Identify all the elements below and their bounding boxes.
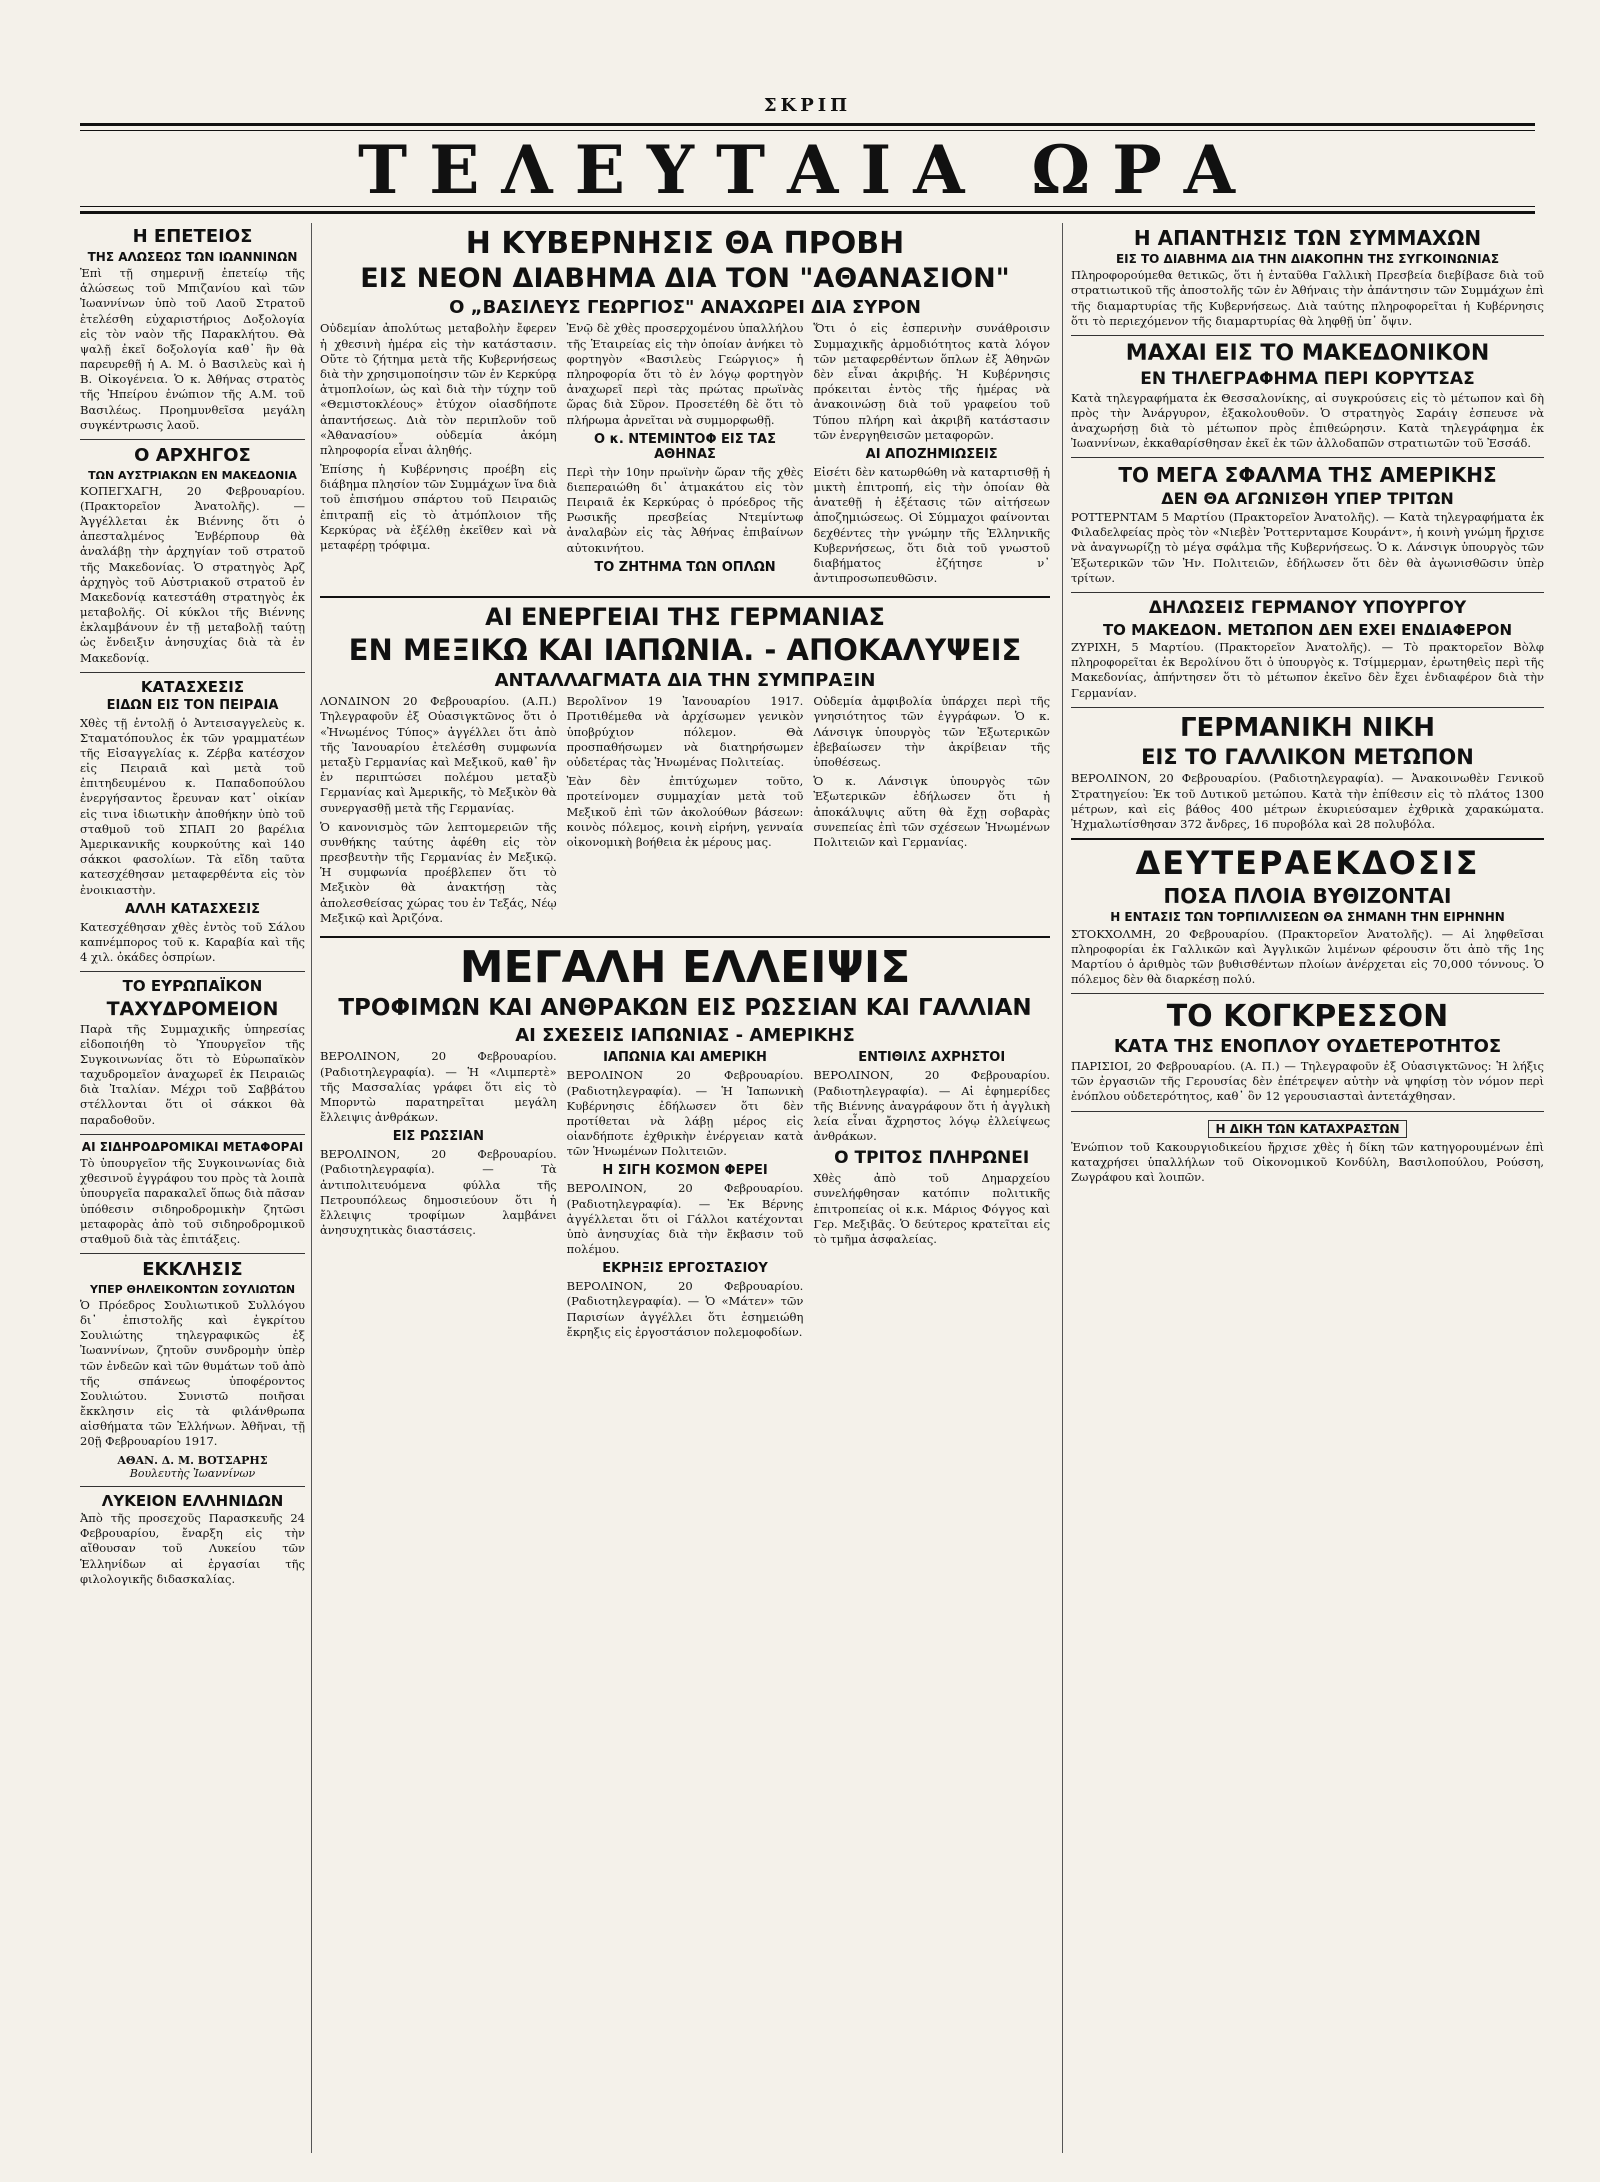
germany-article-columns [320, 692, 1050, 930]
newspaper-name: ΣΚΡΙΠ [763, 95, 852, 116]
railway-headline: ΑΙ ΣΙΔΗΡΟΔΡΟΜΙΚΑΙ ΜΕΤΑΦΟΡΑΙ [81, 1139, 304, 1154]
newspaper-page [80, 95, 1544, 2155]
ships-headline: ΠΟΣΑ ΠΛΟΙΑ ΒΥΘΙΖΟΝΤΑΙ [1163, 884, 1452, 909]
shortage-paragraph: ΒΕΡΟΛΙΝΟΝ, 20 Φεβρουαρίου. (Ραδιοτηλεγραφία). — Αἱ ἐφημερίδες τῆς Βιέννης ἀναγράφουν ὅτι ἡ ἀγγλικὴ λεία εἶναι ἄχρηστος λόγῳ ἐλλείψεως ἀνθράκων. [813, 1068, 1050, 1144]
lead-headline: Η ΚΥΒΕΡΝΗΣΙΣ ΘΑ ΠΡΟΒΗ [465, 226, 905, 261]
divider [80, 1134, 305, 1135]
shortage-subheading: ΕΝΤΙΘΙΛΣ ΑΧΡΗΣΤΟΙ [858, 1050, 1006, 1066]
divider [320, 936, 1050, 938]
anniversary-subheadline: ΤΗΣ ΑΛΩΣΕΩΣ ΤΩΝ ΙΩΑΝΝΙΝΩΝ [87, 249, 298, 264]
america-subheadline: ΔΕΝ ΘΑ ΑΓΩΝΙΣΘΗ ΥΠΕΡ ΤΡΙΤΩΝ [1161, 489, 1454, 509]
shortage-col-1 [320, 1047, 557, 1344]
lead-subheading: ΑΙ ΑΠΟΖΗΜΙΩΣΕΙΣ [865, 446, 998, 462]
victory-subheadline: ΕΙΣ ΤΟ ΓΑΛΛΙΚΟΝ ΜΕΤΩΠΟΝ [1141, 745, 1474, 770]
minister-body: ΖΥΡΙΧΗ, 5 Μαρτίου. (Πρακτορεῖον Ἀνατολῆς). — Τὸ πρακτορεῖον Βὸλφ πληροφορεῖται ἐκ Βερολίνου ὅτι ὁ ὑπουργὸς κ. Τσίμμερμαν, ἐρωτηθεὶς περὶ τῆς Μακεδονίας, ἀπήντησεν ὅτι τὸ μέτωπον ἐκεῖνο δὲν ἔχει ἐνδιαφέρον διὰ τὴν Γερμανίαν. [1071, 640, 1544, 700]
divider [1071, 457, 1544, 458]
appeal-subheadline: ΥΠΕΡ ΘΗΛΕΙΚΟΝΤΩΝ ΣΟΥΛΙΩΤΩΝ [89, 1282, 296, 1296]
masthead-frame [80, 130, 1535, 207]
second-edition-banner: ΔΕΥΤΕΡΑΕΚΔΟΣΙΣ [1135, 844, 1480, 883]
battles-headline: ΜΑΧΑΙ ΕΙΣ ΤΟ ΜΑΚΕΔΟΝΙΚΟΝ [1125, 340, 1490, 366]
germany-paragraph: Οὐδεμία ἀμφιβολία ὑπάρχει περὶ τῆς γνησιότητος τῶν ἐγγράφων. Ὁ κ. Λάνσιγκ ὑπουργὸς τῶν Ἐξωτερικῶν ἐβεβαίωσεν τὴν ἀκρίβειαν τῆς ὑποθέσεως. [813, 694, 1050, 769]
shortage-subheading: Ο ΤΡΙΤΟΣ ΠΛΗΡΩΝΕΙ [834, 1148, 1030, 1169]
lead-paragraph: Περὶ τὴν 10ην πρωϊνὴν ὥραν τῆς χθὲς διεπεραιώθη δι᾽ ἀτμακάτου εἰς τὸν Πειραιᾶ ἐκ Κερκύρας ὁ πρόεδρος τῆς Ρωσικῆς πρεσβείας Ντεμίντωφ ἀναλαβὼν εἰς τὰς Ἀθήνας ἐπιβαίνων αὐτοκινήτου. [566, 464, 804, 555]
germany-subheadline: ΕΝ ΜΕΞΙΚΩ ΚΑΙ ΙΑΠΩΝΙΑ. - ΑΠΟΚΑΛΥΨΕΙΣ [348, 632, 1022, 667]
germany-paragraph: Βερολῖνον 19 Ἰανουαρίου 1917. Προτιθέμεθα νὰ ἀρχίσωμεν γενικὸν ὑποβρύχιον πόλεμον. Θὰ προσπαθήσωμεν νὰ διατηρήσωμεν οὐδετέρας τὰς Ἡνωμένας Πολιτείας. [566, 694, 804, 769]
congress-headline: ΤΟ ΚΟΓΚΡΕΣΣΟΝ [1166, 999, 1449, 1035]
divider [80, 1486, 305, 1487]
right-column [1062, 223, 1544, 2153]
masthead [80, 123, 1535, 214]
divider [320, 596, 1050, 598]
railway-body: Τὸ ὑπουργεῖον τῆς Συγκοινωνίας διὰ χθεσινοῦ ἐγγράφου του πρὸς τὰ λοιπὰ ὑπουργεῖα παρακαλεῖ ὅπως διὰ πᾶσαν ὑπόθεσιν σιδηροδρομικὴν ζητῶσι μεταφορὰς ἀπὸ τοῦ σιδηροδρομικοῦ σταθμοῦ διὰ τὰς ἐπιτάξεις. [80, 1155, 305, 1246]
america-headline: ΤΟ ΜΕΓΑ ΣΦΑΛΜΑ ΤΗΣ ΑΜΕΡΙΚΗΣ [1118, 463, 1497, 488]
congress-subheadline: ΚΑΤΑ ΤΗΣ ΕΝΟΠΛΟΥ ΟΥΔΕΤΕΡΟΤΗΤΟΣ [1113, 1036, 1502, 1058]
lead-col-3 [813, 319, 1050, 590]
shortage-subheading: ΕΙΣ ΡΩΣΣΙΑΝ [392, 1129, 484, 1145]
divider [1071, 1111, 1544, 1112]
america-body: ΡΟΤΤΕΡΝΤΑΜ 5 Μαρτίου (Πρακτορεῖον Ἀνατολῆς). — Κατὰ τηλεγραφήματα ἐκ Φιλαδελφείας πρὸς τὸν «Νιεβὲν Ῥοττερνταμσε Κουράντ», ἡ κοινὴ γνώμη ἤρχισε νὰ ἀναγνωρίζῃ τὸ μέγα σφάλμα τῆς Κυβερνήσεως. Ὁ κ. Λάνσιγκ ὑπουργὸς τῶν Ἐξωτερικῶν τῶν Ἡν. Πολιτειῶν, ἐδήλωσεν ὅτι δὲν θὰ ἀγωνισθῶσιν ὑπὲρ τρίτων. [1071, 510, 1544, 585]
lead-col-2 [567, 319, 804, 590]
germany-headline: ΑΙ ΕΝΕΡΓΕΙΑΙ ΤΗΣ ΓΕΡΜΑΝΙΑΣ [485, 603, 885, 632]
trial-body: Ἐνώπιον τοῦ Κακουργιοδικείου ἤρχισε χθὲς ἡ δίκη τῶν κατηγορουμένων ἐπὶ καταχρήσει ὑπαλλήλων τοῦ Οἰκονομικοῦ Κονδύλη, Βασιλοπούλου, Ρούσση, Ζωγράφου καὶ λοιπῶν. [1071, 1139, 1544, 1184]
shortage-subheading: ΙΑΠΩΝΙΑ ΚΑΙ ΑΜΕΡΙΚΗ [603, 1050, 767, 1066]
germany-paragraph: Ἐὰν δὲν ἐπιτύχωμεν τοῦτο, προτείνομεν συμμαχίαν μετὰ τοῦ Μεξικοῦ ἐπὶ τῶν ἀκολούθων βάσεων: κοινὸς πόλεμος, κοινὴ εἰρήνη, γενναία οἰκονομικὴ βοήθεια ἐκ μέρους μας. [566, 774, 804, 849]
left-column [80, 223, 312, 2153]
shortage-subheading: Η ΣΙΓΗ ΚΟΣΜΟΝ ΦΕΡΕΙ [602, 1163, 768, 1179]
shortage-headline: ΜΕΓΑΛΗ ΕΛΛΕΙΨΙΣ [459, 941, 911, 993]
lead-subheadline: ΕΙΣ ΝΕΟΝ ΔΙΑΒΗΜΑ ΔΙΑ ΤΟΝ "ΑΘΑΝΑΣΙΟΝ" [360, 263, 1010, 294]
germany-col-2 [567, 692, 804, 930]
lead-paragraph: Εἰσέτι δὲν κατωρθώθη νὰ καταρτισθῇ ἡ μικτὴ ἐπιτροπή, εἰς τὴν ὁποίαν θὰ ἀνατεθῇ ἡ ἐξέτασις τῶν αἰτήσεων ἀποζημιώσεως. Οἱ Σύμμαχοι φαίνονται δεχθέντες τὴν γνώμην τῆς Ἑλληνικῆς Κυβερνήσεως, ὅτι διὰ τοῦ γνωστοῦ διαβήματος ἐζήτησε ν᾽ ἀντιπροσωπευθῶσιν. [813, 464, 1050, 586]
victory-body: ΒΕΡΟΛΙΝΟΝ, 20 Φεβρουαρίου. (Ραδιοτηλεγραφία). — Ἀνακοινωθὲν Γενικοῦ Στρατηγείου: Ἐκ τοῦ Δυτικοῦ μετώπου. Κατὰ τὴν ἐπίθεσιν εἰς τὸ πλάτος 1300 μέτρων, καὶ εἰς βάθος 400 μέτρων ἐκυριεύσαμεν ἐχθρικὰ χαρακώματα. Ἠχμαλωτίσθησαν 372 ἄνδρες, 16 πυροβόλα καὶ 28 πολυβόλα. [1071, 771, 1544, 831]
shortage-paragraph: ΒΕΡΟΛΙΝΟΝ, 20 Φεβρουαρίου. (Ραδιοτηλεγραφία). — Τὰ ἀντιπολιτευόμενα φύλλα τῆς Πετρουπόλεως δημοσιεύουν ὅτι ἡ ἔλλειψις τροφίμων λαμβάνει ἀνησυχητικὰς διαστάσεις. [320, 1147, 557, 1238]
battles-subheadline: ΕΝ ΤΗΛΕΓΡΑΦΗΜΑ ΠΕΡΙ ΚΟΡΥΤΣΑΣ [1140, 369, 1475, 390]
germany-tertiary-headline: ΑΝΤΑΛΛΑΓΜΑΤΑ ΔΙΑ ΤΗΝ ΣΥΜΠΡΑΞΙΝ [494, 669, 876, 691]
shortage-col-3 [813, 1047, 1050, 1344]
shortage-paragraph: ΒΕΡΟΛΙΝΟΝ 20 Φεβρουαρίου. (Ραδιοτηλεγραφία). — Ἡ Ἰαπωνικὴ Κυβέρνησις ἐδήλωσεν ὅτι δὲν προτίθεται νὰ λάβῃ μέρος εἰς οἱανδήποτε ἐχθρικὴν ἐνέργειαν κατὰ τῶν Ἡνωμένων Πολιτειῶν. [566, 1068, 804, 1159]
lead-article-columns [320, 319, 1050, 590]
anniversary-body: Ἐπὶ τῇ σημερινῇ ἐπετείῳ τῆς ἁλώσεως τοῦ Μπιζανίου καὶ τῶν Ἰωαννίνων ὑπὸ τοῦ Λαοῦ Στρατοῦ ἐτελέσθη εὐχαριστήριος Δοξολογία εἰς τὸν ναὸν τῆς Παρακλήτου. Θὰ ψαλῇ ἐκεῖ δοξολογία καθ᾽ ἣν θὰ παρευρεθῇ ἡ Α. Μ. ὁ Βασιλεὺς καὶ ἡ Β. Οἰκογένεια. Ὁ κ. Ἀθήνας στρατὸς τῆς Ἠπείρου ἐνώπιον τῆς Α.Μ. τοῦ Βασιλέως. Προημυνθεῖσα μεγάλη συγκέντρωσις λαοῦ. [80, 265, 305, 432]
allies-subheadline: ΕΙΣ ΤΟ ΔΙΑΒΗΜΑ ΔΙΑ ΤΗΝ ΔΙΑΚΟΠΗΝ ΤΗΣ ΣΥΓΚΟΙΝΩΝΙΑΣ [1115, 252, 1500, 266]
center-column [320, 223, 1050, 2153]
minister-headline: ΔΗΛΩΣΕΙΣ ΓΕΡΜΑΝΟΥ ΥΠΟΥΡΓΟΥ [1148, 597, 1467, 618]
post-subheadline: ΤΑΧΥΔΡΟΜΕΙΟΝ [106, 997, 279, 1020]
seizure-body: Χθὲς τῇ ἐντολῇ ὁ Ἀντεισαγγελεὺς κ. Σταματόπουλος ἐκ τῶν γραμματέων τῆς Εἰσαγγελίας κ. Ζέρβα κατέσχον εἰς Πειραιᾶ καὶ μετὰ τοῦ ἐπιτηδευμένου κ. Παπαδοπούλου ἐνεργήσαντος ἔρευναν κατ᾽ οἰκίαν εἰς τινα ἰδιωτικὴν ἀποθήκην ὑπὸ τοῦ σταθμοῦ τοῦ ΣΠΑΠ 20 βαρέλια Ἀμερικανικῆς κουρκούτης καὶ 140 σάκκοι φασολίων. Τὰ εἴδη ταῦτα κατεσχέθησαν μεταφερθέντα εἰς τὸν ἐνοικιαστὴν. [80, 715, 305, 897]
shortage-paragraph: ΒΕΡΟΛΙΝΟΝ, 20 Φεβρουαρίου. (Ραδιοτηλεγραφία). — Ἐκ Βέρνης ἀγγέλλεται ὅτι οἱ Γάλλοι κατέχονται ὑπὸ ἀνησυχίας διὰ τὴν ἔκβασιν τοῦ πολέμου. [566, 1181, 804, 1257]
divider [1071, 993, 1544, 994]
appeal-signature-title: Βουλευτὴς Ἰωαννίνων [129, 1466, 256, 1480]
lead-col-1 [320, 319, 557, 590]
minister-subheadline: ΤΟ ΜΑΚΕΔΟΝ. ΜΕΤΩΠΟΝ ΔΕΝ ΕΧΕΙ ΕΝΔΙΑΦΕΡΟΝ [1102, 620, 1513, 639]
other-seizure-body: Κατεσχέθησαν χθὲς ἐντὸς τοῦ Σάλου καπνέμπορος τοῦ κ. Καραβία καὶ τῆς 4 χιλ. ὀκάδες ὁσπρίων. [80, 919, 305, 965]
anniversary-headline: Η ΕΠΕΤΕΙΟΣ [132, 226, 253, 247]
shortage-tertiary-headline: ΑΙ ΣΧΕΣΕΙΣ ΙΑΠΩΝΙΑΣ - ΑΜΕΡΙΚΗΣ [515, 1024, 855, 1046]
lead-subheading: Ο κ. ΝΤΕΜΙΝΤΟΦ ΕΙΣ ΤΑΣ ΑΘΗΝΑΣ [594, 431, 776, 462]
divider [80, 672, 305, 673]
ships-body: ΣΤΟΚΧΟΛΜΗ, 20 Φεβρουαρίου. (Πρακτορεῖον Ἀνατολῆς). — Αἱ ληφθεῖσαι πληροφορίαι ἐκ Γαλλικῶν καὶ Ἀγγλικῶν λιμένων φέρουσιν ὅτι ἀπὸ τῆς 1ης Μαρτίου ὁ ἀριθμὸς τῶν βυθισθέντων πλοίων ἀνέρχεται εἰς 70,000 τόννους. Ὁ πόλεμος δὲν θὰ διαρκέσῃ πολύ. [1071, 926, 1544, 987]
lyceum-headline: ΛΥΚΕΙΟΝ ΕΛΛΗΝΙΔΩΝ [101, 1491, 284, 1510]
post-headline: ΤΟ ΕΥΡΩΠΑΪΚΟΝ [122, 977, 263, 996]
commander-subheadline: ΤΩΝ ΑΥΣΤΡΙΑΚΩΝ ΕΝ ΜΑΚΕΔΟΝΙΑ [88, 468, 297, 482]
divider [80, 971, 305, 972]
appeal-body: Ὁ Πρόεδρος Σουλιωτικοῦ Συλλόγου δι᾽ ἐπιστολῆς καὶ ἐγκρίτου Σουλιώτης τηλεγραφικῶς ἐξ Ἰωαννίνων, ζητοῦν συνδρομὴν ὑπὲρ τῶν ἐνδεῶν καὶ τῶν θυμάτων τοῦ ἀπὸ τῆς σπάνεως ὑποφέροντος Σουλιώτου. Συνιστῶ ποιῆσαι ἔκκλησιν εἰς τὰ φιλάνθρωπα αἰσθήματα τῶν Ἑλλήνων. Ἀθῆναι, τῇ 20ῇ Φεβρουαρίου 1917. [80, 1297, 305, 1449]
lead-paragraph: Οὐδεμίαν ἀπολύτως μεταβολὴν ἔφερεν ἡ χθεσινὴ ἡμέρα εἰς τὴν κατάστασιν. Οὔτε τὸ ζήτημα μετὰ τῆς Κυβερνήσεως διὰ τὴν χρησιμοποίησιν τῶν ἐν Κερκύρᾳ ἀτμοπλοίων, ὡς καὶ διὰ τὴν τύχην τοῦ «Θεμιστοκλέους» ἐτύχον οἱασδήποτε ἀπαντήσεως. Διὰ τὸν περιπλοῦν τοῦ «Ἀθανασίου» οὐδεμία ἀκόμη πληροφορία εἶναι ἀληθής. [320, 321, 557, 457]
lyceum-body: Ἀπὸ τῆς προσεχοῦς Παρασκευῆς 24 Φεβρουαρίου, ἔναρξη εἰς τὴν αἴθουσαν τοῦ Λυκείου τῶν Ἑλληνίδων αἱ ἐργασίαι τῆς φιλολογικῆς διδασκαλίας. [80, 1511, 305, 1586]
shortage-article-columns [320, 1047, 1050, 1344]
germany-paragraph: Ὁ κ. Λάνσιγκ ὑπουργὸς τῶν Ἐξωτερικῶν ἐδήλωσεν ὅτι ἡ ἀποκάλυψις αὕτη θὰ ἔχῃ σοβαρὰς συνεπείας ἐπὶ τῶν σχέσεων Ἡνωμένων Πολιτειῶν καὶ Γερμανίας. [813, 774, 1050, 849]
shortage-paragraph: ΒΕΡΟΛΙΝΟΝ, 20 Φεβρουαρίου. (Ραδιοτηλεγραφία). — Ἡ «Λιμπερτὲ» τῆς Μασσαλίας γράφει ὅτι εἰς τὸ Μπορντὼ παρατηρεῖται μεγάλη ἔλλειψις ἀνθράκων. [320, 1049, 557, 1125]
commander-body: ΚΟΠΕΓΧΑΓΗ, 20 Φεβρουαρίου. (Πρακτορεῖον Ἀνατολῆς). — Ἀγγέλλεται ἐκ Βιέννης ὅτι ὁ ἀπεσταλμένος Ἐνβέρπουρ θὰ ἀναλάβῃ τὴν ἀρχηγίαν τοῦ στρατοῦ τῆς Μακεδονίας. Ὁ στρατηγὸς Ἀρζ ἀρχηγὸς τοῦ Αὐστριακοῦ στρατοῦ ἐν Μακεδονίᾳ κατεστάθη στρατηγὸς ἐκ μεταβολῆς. Οἱ κύκλοι τῆς Βιέννης ἐκλαμβάνουν ἐν τῇ μεταβολῇ ταύτῃ ὡς ἔνδειξιν ἀνησυχίας διὰ τὰ ἐν Μακεδονίᾳ. [80, 483, 305, 665]
shortage-subheading: ΕΚΡΗΞΙΣ ΕΡΓΟΣΤΑΣΙΟΥ [602, 1261, 768, 1277]
battles-body: Κατὰ τηλεγραφήματα ἐκ Θεσσαλονίκης, αἱ συγκρούσεις εἰς τὸ μέτωπον καὶ δὴ πρὸς τὴν Ἀνάργυρον, ἐξακολουθοῦν. Ὁ στρατηγὸς Σαράιγ ἐσπευσε νὰ ἀναχωρήσῃ διὰ τὸ μέτωπον πρὸς ἐπιθεώρησιν. Κατὰ τηλεγράφημα ἐκ Ἰωαννίνων, ἐκκαθαρίσθησαν ἐκεῖ ἐκ τῶν ἀλλοδαπῶν στρατιωτῶν τοῦ Ἐσσάδ. [1071, 390, 1544, 451]
appeal-headline: ΕΚΚΛΗΣΙΣ [142, 1259, 243, 1281]
seizure-headline: ΚΑΤΑΣΧΕΣΙΣ [140, 677, 245, 696]
lead-tertiary-headline: Ο „ΒΑΣΙΛΕΥΣ ΓΕΩΡΓΙΟΣ" ΑΝΑΧΩΡΕΙ ΔΙΑ ΣΥΡΟΝ [449, 296, 921, 318]
shortage-paragraph: ΒΕΡΟΛΙΝΟΝ, 20 Φεβρουαρίου. (Ραδιοτηλεγραφία). — Ὁ «Μάτεν» τῶν Παρισίων ἀγγέλλει ὅτι ἐσημειώθη ἔκρηξις εἰς ἐργοστάσιον πολεμοφοδίων. [566, 1279, 804, 1339]
germany-col-3 [813, 692, 1050, 930]
ships-subheadline: Η ΕΝΤΑΣΙΣ ΤΩΝ ΤΟΡΠΙΛΛΙΣΕΩΝ ΘΑ ΣΗΜΑΝΗ ΤΗΝ ΕΙΡΗΝΗΝ [1110, 910, 1505, 925]
germany-paragraph: ΛΟΝΔΙΝΟΝ 20 Φεβρουαρίου. (Α.Π.) Τηλεγραφοῦν ἐξ Οὐασιγκτῶνος ὅτι ὁ «Ἠνωμένος Τύπος» ἀγγέλλει ὅτι ἀπὸ τῆς Ἰανουαρίου ἐτελέσθη συμφωνία μεταξὺ Γερμανίας καὶ Μεξικοῦ, καθ᾽ ἣν ἐν περιπτώσει πολέμου μεταξὺ Γερμανίας καὶ Ἀμερικῆς, τὸ Μεξικὸν θὰ συνεργασθῇ μετὰ τῆς Γερμανίας. [320, 694, 557, 815]
germany-paragraph: Ὁ κανονισμὸς τῶν λεπτομερειῶν τῆς συνθήκης ταύτης ἀφέθη εἰς τὸν πρεσβευτὴν τῆς Γερμανίας ἐν Μεξικῷ. Ἡ συμφωνία προέβλεπεν ὅτι τὸ Μεξικὸν θὰ ἀνακτήσῃ τὰς ἀπολεσθείσας χώρας του ἐν Τεξάς, Νέῳ Μεξικῷ καὶ Ἀριζόνα. [320, 819, 557, 925]
appeal-signature: ΑΘΑΝ. Δ. Μ. ΒΟΤΣΑΡΗΣ [117, 1453, 268, 1467]
allies-body: Πληροφορούμεθα θετικῶς, ὅτι ἡ ἐνταῦθα Γαλλικὴ Πρεσβεία διεβίβασε διὰ τοῦ στρατιωτικοῦ τῆς ἀποστολῆς τῶν ἐν Ἀθήναις τὴν ἀπάντησιν τῶν Συμμάχων ἐπὶ τῆς διαμαρτυρίας τῆς Κυβερνήσεως. Διὰ ταύτης πληροφορεῖται ἡ Κυβέρνησις ὅτι τὸ περιεχόμενον τῆς διαμαρτυρίας θὰ ληφθῇ ὑπ᾽ ὄψιν. [1071, 268, 1544, 328]
shortage-subheadline: ΤΡΟΦΙΜΩΝ ΚΑΙ ΑΝΘΡΑΚΩΝ ΕΙΣ ΡΩΣΣΙΑΝ ΚΑΙ ΓΑΛΛΙΑΝ [338, 995, 1032, 1022]
post-body: Παρὰ τῆς Συμμαχικῆς ὑπηρεσίας εἰδοποιήθη τὸ Ὑπουργεῖον τῆς Συγκοινωνίας ὅτι τὸ Εὐρωπαϊκὸν ταχυδρομεῖον ἀναχωρεῖ ἐκ Πειραιῶς διὰ Ἰταλίαν. Μέχρι τοῦ Σαββάτου στέλλονται ὅτι οἱ σάκκοι θὰ παραδοθοῦν. [80, 1021, 305, 1127]
lead-paragraph: Ἐπίσης ἡ Κυβέρνησις προέβη εἰς διάβημα πλησίον τῶν Συμμάχων ἵνα διὰ τοῦ ἐπισήμου σπάρτου τοῦ Πειραιῶς ἐπιτραπῇ εἰς τὸ ἀτμόπλοιον τῆς Κερκύρας νὰ ἐξέλθῃ ἐκεῖθεν καὶ νὰ μεταφέρῃ τρόφιμα. [320, 462, 557, 552]
seizure-subheadline: ΕΙΔΩΝ ΕΙΣ ΤΟΝ ΠΕΙΡΑΙΑ [106, 698, 279, 714]
germany-col-1 [320, 692, 557, 930]
shortage-col-2 [567, 1047, 804, 1344]
divider [1071, 592, 1544, 593]
divider [1071, 707, 1544, 708]
commander-headline: Ο ΑΡΧΗΓΟΣ [134, 444, 251, 466]
shortage-paragraph: Χθὲς ἀπὸ τοῦ Δημαρχείου συνελήφθησαν κατόπιν πολιτικῆς ἐπιτροπείας οἱ κ.κ. Μάριος Φόγγος καὶ Γερ. Μεξιβᾶς. Ὁ δεύτερος κρατεῖται εἰς τὸ τμῆμα ἀσφαλείας. [813, 1171, 1050, 1246]
masthead-title: ΤΕΛΕΥΤΑΙΑ ΩΡΑ [357, 131, 1257, 209]
trial-headline: Η ΔΙΚΗ ΤΩΝ ΚΑΤΑΧΡΑΣΤΩΝ [1208, 1120, 1406, 1138]
divider [80, 1253, 305, 1254]
other-seizure-heading: ΑΛΛΗ ΚΑΤΑΣΧΕΣΙΣ [124, 901, 261, 917]
divider [1071, 335, 1544, 336]
divider [80, 439, 305, 440]
lead-paragraph: Ἐνῷ δὲ χθὲς προσερχομένου ὑπαλλήλου τῆς Ἑταιρείας εἰς τὴν ὁποίαν ἀνήκει τὸ φορτηγὸν «Βασιλεὺς Γεώργιος» ἡ πληροφορία ὅτι τὸ ἐν λόγῳ φορτηγὸν ἀναχωρεῖ περὶ τὰς πρώτας πρωϊνὰς ὥρας διὰ Σῦρον. Προσετέθη δὲ ὅτι τὸ πλήρωμα ἀρνεῖται νὰ συμμορφωθῇ. [566, 321, 804, 427]
divider [1071, 838, 1544, 840]
congress-body: ΠΑΡΙΣΙΟΙ, 20 Φεβρουαρίου. (Α. Π.) — Τηλεγραφοῦν ἐξ Οὐασιγκτῶνος: Ἡ λήξις τῶν ἐργασιῶν τῆς Γερουσίας δὲν ἐπέτρεψεν αὐτὴν νὰ ψηφίσῃ τὸν νόμον περὶ ἐνόπλου οὐδετερότητος, καθ᾽ ὃν 12 γερουσιασταὶ ἀντετάχθησαν. [1071, 1059, 1544, 1104]
victory-headline: ΓΕΡΜΑΝΙΚΗ ΝΙΚΗ [1179, 712, 1436, 743]
lead-paragraph: Ὅτι ὁ εἰς ἐσπερινὴν συνάθροισιν Συμμαχικῆς ἀρμοδιότητος κατὰ λόγον τῶν μεταφερθέντων ὅπλων ἐξ Ἀθηνῶν δὲν εἶναι ἀκριβής. Ἡ Κυβέρνησις πρόκειται ἐντὸς τῆς ἡμέρας νὰ ἀνακοινώσῃ διὰ τοῦ γραφείου τοῦ Τύπου πλήρη καὶ ἀκριβῆ κατάστασιν τῶν ἐνεργηθεισῶν μεταφορῶν. [813, 321, 1050, 442]
allies-headline: Η ΑΠΑΝΤΗΣΙΣ ΤΩΝ ΣΥΜΜΑΧΩΝ [1133, 226, 1482, 250]
lead-subheading: ΤΟ ΖΗΤΗΜΑ ΤΩΝ ΟΠΛΩΝ [594, 559, 776, 575]
